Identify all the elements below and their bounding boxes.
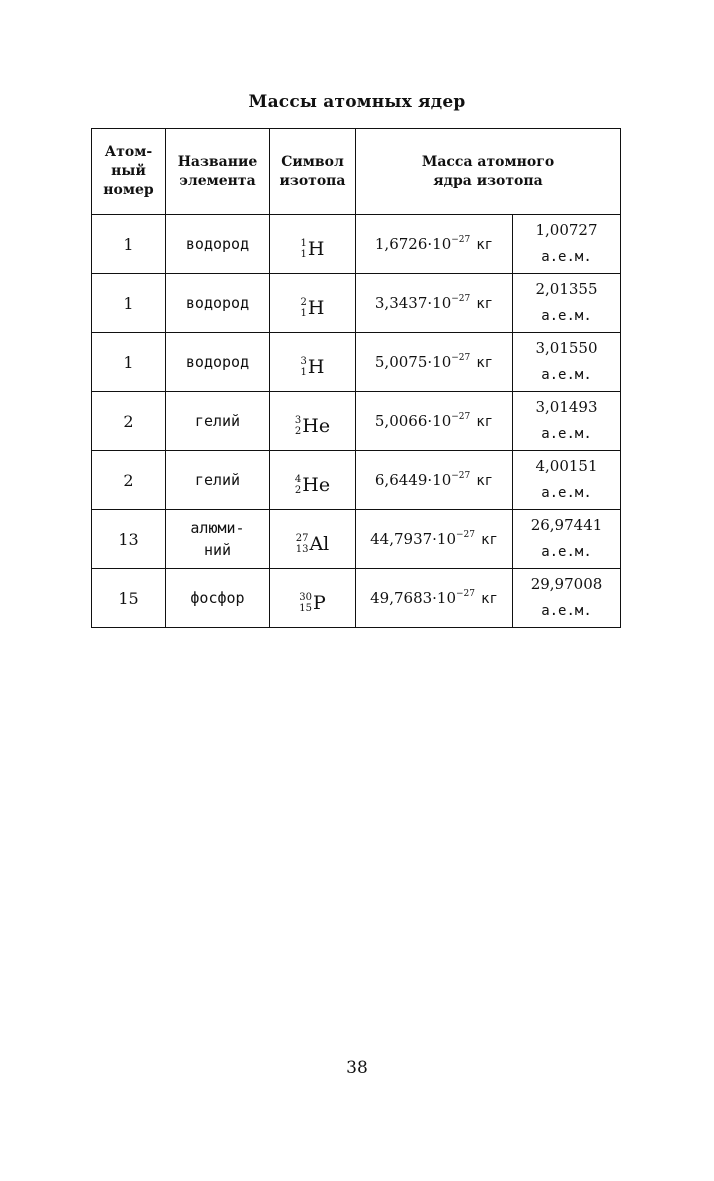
element-name-line: гелий [194,471,241,489]
mass-mantissa: 6,6449·10 [374,471,452,489]
element-symbol: He [302,414,331,437]
proton-number: 1 [300,366,307,378]
element-name-line: алюми- [190,519,245,537]
mass-mantissa: 49,7683·10 [370,589,457,607]
mass-number: 3 [300,355,307,367]
isotope-numbers [301,238,307,260]
amu-unit: а.е.м. [541,308,592,324]
mass-kg-cell [356,569,513,628]
atomic-number-cell: 1 [92,215,166,274]
header-line: изотопа [279,172,346,189]
amu-value: 4,00151 [535,457,598,475]
header-line: номер [103,182,154,198]
table-row [92,451,621,510]
proton-number: 2 [294,484,302,496]
isotope-numbers [296,533,309,555]
table-row [92,392,621,451]
element-symbol: H [307,355,325,378]
proton-number: 1 [300,307,307,319]
mass-kg-cell [356,333,513,392]
table-header-row [92,129,621,215]
mass-number: 3 [294,414,302,426]
table-row [92,569,621,628]
element-name-line: ний [203,541,232,559]
isotope-symbol-cell [270,274,356,333]
element-name-line: гелий [194,412,241,430]
mass-exponent: −27 [451,294,471,304]
mass-exponent: −27 [451,353,471,363]
header-nucleus-mass [356,129,621,215]
element-symbol: H [307,296,325,319]
amu-value: 3,01550 [535,339,598,357]
element-name-line: водород [185,235,250,253]
atomic-number-cell: 2 [92,392,166,451]
isotope-notation [299,592,326,614]
isotope-notation [295,415,330,437]
isotope-symbol-cell [270,215,356,274]
header-line: элемента [179,172,256,189]
amu-value: 2,01355 [535,280,598,298]
element-symbol: Al [309,532,330,555]
isotope-notation [296,533,330,555]
header-line: Символ [281,153,344,170]
table-row [92,510,621,569]
header-line: ный [111,163,146,179]
mass-kg-cell [356,510,513,569]
element-name-line: водород [185,294,250,312]
atomic-number-cell: 13 [92,510,166,569]
mass-mantissa: 5,0066·10 [374,412,452,430]
element-name-cell [166,451,270,510]
mass-exponent: −27 [451,235,471,245]
mass-number: 30 [299,591,312,603]
mass-unit: кг [476,414,494,430]
page-number: 38 [346,1058,368,1078]
mass-amu-cell [513,333,621,392]
mass-amu-cell [513,569,621,628]
mass-mantissa: 1,6726·10 [374,235,452,253]
isotope-symbol-cell [270,569,356,628]
amu-unit: а.е.м. [541,367,592,383]
header-isotope-symbol [270,129,356,215]
amu-unit: а.е.м. [541,603,592,619]
mass-unit: кг [481,532,498,548]
element-name-cell [166,274,270,333]
mass-kg-cell [356,451,513,510]
proton-number: 15 [299,602,312,614]
amu-unit: а.е.м. [541,249,592,265]
mass-exponent: −27 [451,412,471,422]
table-row [92,274,621,333]
mass-number: 2 [300,296,307,308]
table-row [92,215,621,274]
isotope-symbol-cell [270,392,356,451]
isotope-notation [295,474,330,496]
proton-number: 13 [295,543,309,555]
isotope-numbers [295,415,301,437]
mass-mantissa: 5,0075·10 [374,353,452,371]
mass-number: 27 [295,532,309,544]
proton-number: 2 [294,425,302,437]
mass-amu-cell [513,392,621,451]
header-line: Атом- [104,144,153,160]
mass-exponent: −27 [456,530,476,540]
amu-value: 3,01493 [535,398,598,416]
header-line: Название [177,153,258,170]
element-name-line: водород [185,353,250,371]
mass-amu-cell [513,510,621,569]
isotope-numbers [295,474,301,496]
mass-mantissa: 3,3437·10 [374,294,452,312]
isotope-notation [301,356,325,378]
header-line: Масса атомного [421,153,555,170]
amu-value: 29,97008 [530,575,603,593]
atomic-number-cell: 15 [92,569,166,628]
element-name-cell [166,215,270,274]
mass-exponent: −27 [456,589,476,599]
isotope-symbol-cell [270,451,356,510]
header-atomic-number [92,129,166,215]
isotope-numbers [301,356,307,378]
atomic-number-cell: 1 [92,333,166,392]
header-element-name [166,129,270,215]
atomic-number-cell: 1 [92,274,166,333]
nuclear-mass-table [91,128,621,628]
mass-amu-cell [513,274,621,333]
table-body [92,215,621,628]
element-name-line: фосфор [190,589,245,607]
isotope-numbers [299,592,312,614]
mass-unit: кг [476,296,494,312]
mass-number: 4 [294,473,302,485]
element-symbol: H [307,237,325,260]
element-name-cell [166,510,270,569]
mass-mantissa: 44,7937·10 [370,530,457,548]
proton-number: 1 [300,248,307,260]
mass-kg-cell [356,215,513,274]
isotope-notation [301,238,325,260]
amu-unit: а.е.м. [541,426,592,442]
isotope-symbol-cell [270,333,356,392]
mass-unit: кг [476,355,494,371]
element-name-cell [166,333,270,392]
amu-unit: а.е.м. [541,544,592,560]
element-symbol: P [312,591,326,614]
element-name-cell [166,569,270,628]
header-line: ядра изотопа [433,172,543,189]
amu-value: 26,97441 [530,516,603,534]
amu-value: 1,00727 [535,221,598,239]
mass-exponent: −27 [451,471,471,481]
isotope-numbers [301,297,307,319]
amu-unit: а.е.м. [541,485,592,501]
element-symbol: He [302,473,331,496]
mass-amu-cell [513,215,621,274]
mass-amu-cell [513,451,621,510]
mass-kg-cell [356,274,513,333]
isotope-symbol-cell [270,510,356,569]
element-name-cell [166,392,270,451]
mass-unit: кг [476,473,494,489]
isotope-notation [301,297,325,319]
atomic-number-cell: 2 [92,451,166,510]
mass-number: 1 [300,237,307,249]
mass-kg-cell [356,392,513,451]
table-row [92,333,621,392]
page-title: Массы атомных ядер [248,92,466,112]
mass-unit: кг [476,237,494,253]
mass-unit: кг [481,591,498,607]
